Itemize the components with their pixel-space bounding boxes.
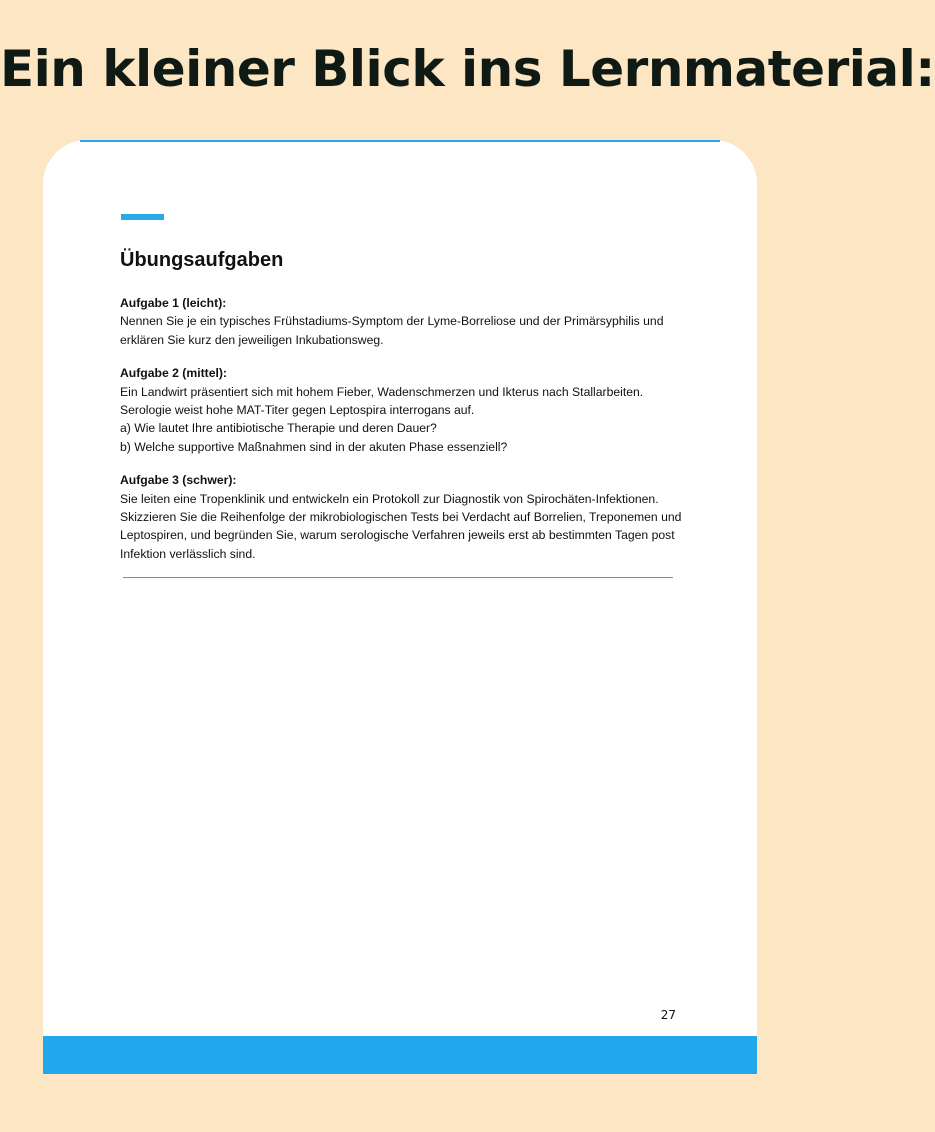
- task-text-line: Infektion verlässlich sind.: [120, 546, 256, 561]
- footer-band: [43, 1036, 757, 1074]
- banner-title: Ein kleiner Blick ins Lernmaterial:: [0, 40, 935, 98]
- task-3: [120, 471, 680, 563]
- task-title: Aufgabe 1 (leicht):: [120, 296, 227, 310]
- task-text-line: Sie leiten eine Tropenklinik und entwickeln ein Protokoll zur Diagnostik von Spirochäten-Infektionen.: [120, 491, 659, 506]
- task-text-line: Nennen Sie je ein typisches Frühstadiums-Symptom der Lyme-Borreliose und der Primärsyphilis und: [120, 314, 664, 329]
- task-text-line: erklären Sie kurz den jeweiligen Inkubationsweg.: [120, 332, 384, 347]
- page-number: 27: [660, 1008, 676, 1022]
- accent-bar: [121, 214, 164, 220]
- task-text-line: Leptospiren, und begründen Sie, warum serologische Verfahren jeweils erst ab bestimmten Tagen post: [120, 528, 675, 543]
- task-text-line: a) Wie lautet Ihre antibiotische Therapie und deren Dauer?: [120, 421, 437, 436]
- task-title: Aufgabe 3 (schwer):: [120, 473, 237, 488]
- task-text-line: Ein Landwirt präsentiert sich mit hohem Fieber, Wadenschmerzen und Ikterus nach Stallarbeiten.: [120, 384, 644, 399]
- task-text-line: b) Welche supportive Maßnahmen sind in der akuten Phase essenziell?: [120, 439, 508, 454]
- task-2: [120, 364, 680, 456]
- task-text-line: Serologie weist hohe MAT-Titer gegen Leptospira interrogans auf.: [120, 403, 475, 418]
- top-rule: [80, 140, 720, 142]
- task-text-line: Skizzieren Sie die Reihenfolge der mikrobiologischen Tests bei Verdacht auf Borrelien, Treponemen und: [120, 510, 682, 525]
- section-divider: [123, 577, 673, 578]
- task-1: [120, 294, 680, 349]
- task-list: [120, 294, 680, 578]
- document-page: [43, 140, 757, 1074]
- task-title: Aufgabe 2 (mittel):: [120, 366, 227, 381]
- section-heading: Übungsaufgaben: [120, 249, 284, 271]
